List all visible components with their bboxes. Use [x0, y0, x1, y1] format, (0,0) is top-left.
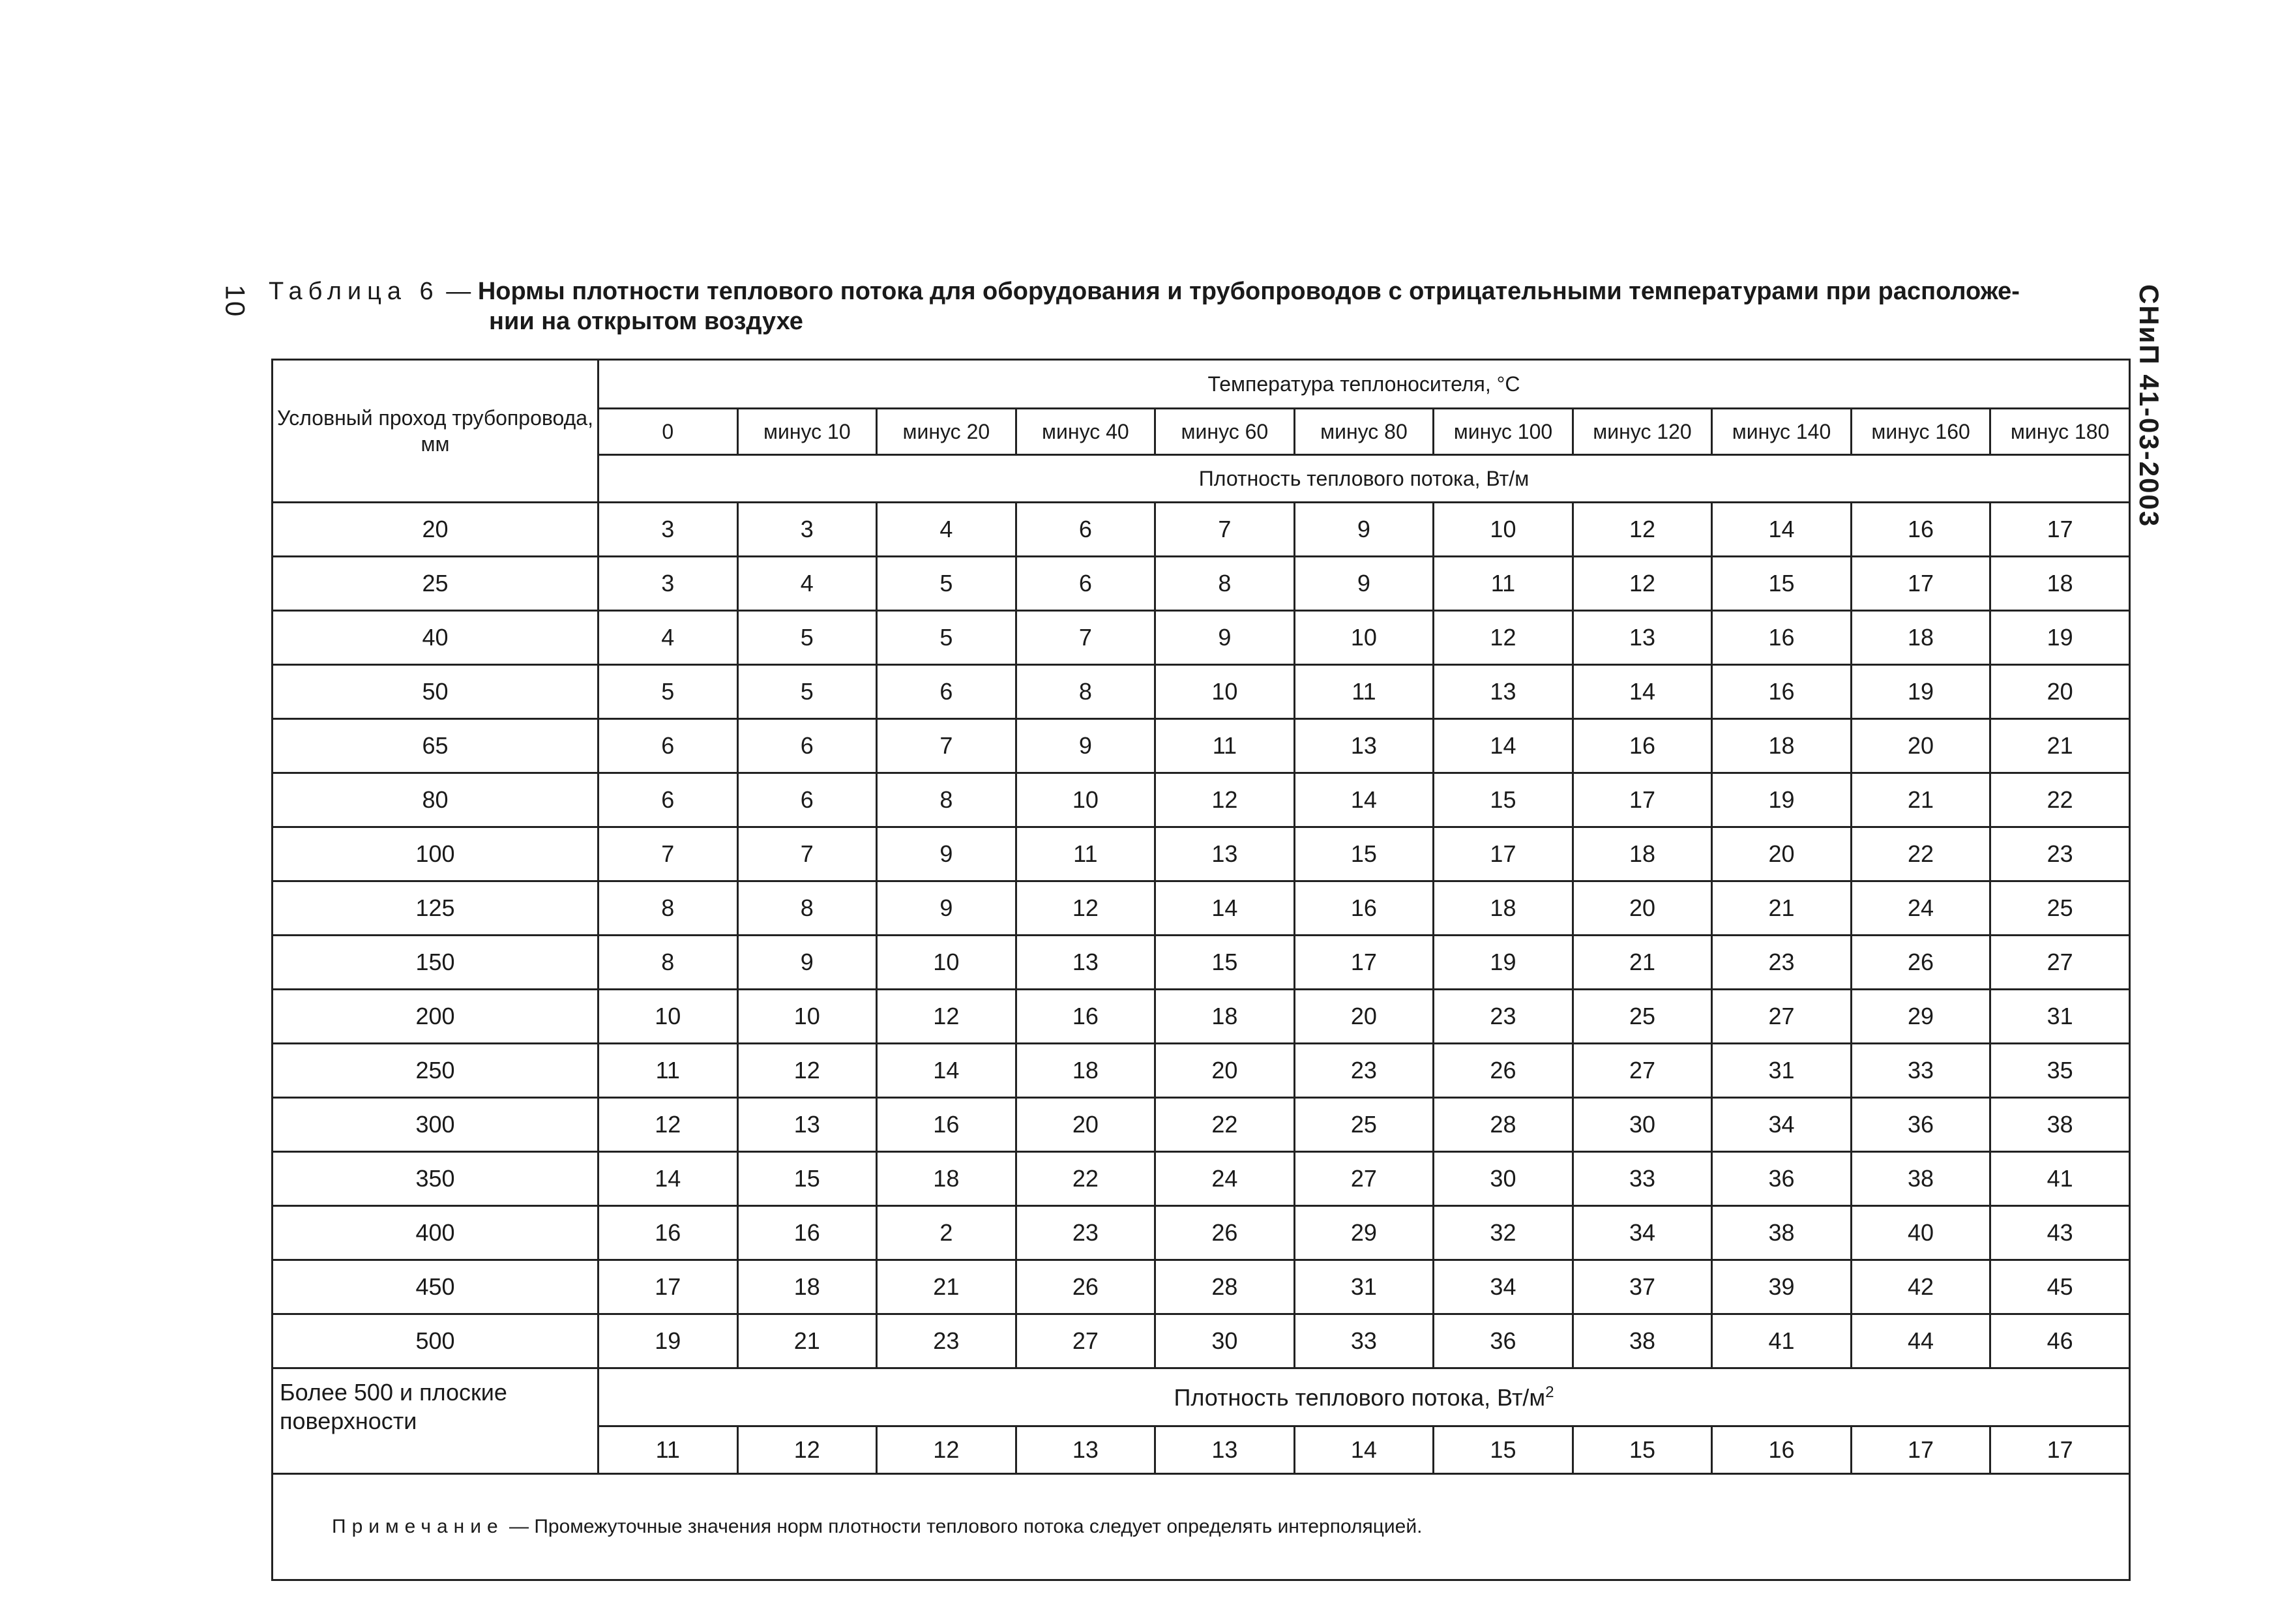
value-cell: 19 — [1851, 665, 1990, 719]
value-cell: 13 — [1573, 611, 1712, 665]
value-cell: 14 — [599, 1152, 738, 1206]
heat-flux-norms-table — [271, 359, 2131, 1581]
value-cell: 23 — [1016, 1206, 1155, 1260]
flat-value-cell: 12 — [877, 1426, 1016, 1474]
value-cell: 11 — [1155, 719, 1295, 773]
note-text: Промежуточные значения норм плотности теплового потока следует определять интерполяцией. — [534, 1516, 1423, 1537]
table-caption — [269, 276, 2133, 336]
value-cell: 25 — [1990, 881, 2130, 936]
value-cell: 30 — [1573, 1098, 1712, 1152]
flat-value-cell: 17 — [1990, 1426, 2130, 1474]
value-cell: 27 — [1016, 1314, 1155, 1368]
value-cell: 13 — [737, 1098, 877, 1152]
flat-density-header — [599, 1368, 2130, 1426]
value-cell: 41 — [1990, 1152, 2130, 1206]
value-cell: 30 — [1434, 1152, 1573, 1206]
value-cell: 27 — [1712, 990, 1852, 1044]
value-cell: 20 — [1016, 1098, 1155, 1152]
diameter-cell: 50 — [273, 665, 599, 719]
value-cell: 21 — [1990, 719, 2130, 773]
value-cell: 12 — [877, 990, 1016, 1044]
value-cell: 12 — [1155, 773, 1295, 827]
value-cell: 41 — [1712, 1314, 1852, 1368]
flat-value-cell: 15 — [1573, 1426, 1712, 1474]
value-cell: 16 — [1573, 719, 1712, 773]
value-cell: 11 — [1016, 827, 1155, 881]
value-cell: 16 — [1016, 990, 1155, 1044]
value-cell: 20 — [1990, 665, 2130, 719]
value-cell: 7 — [877, 719, 1016, 773]
value-cell: 28 — [1434, 1098, 1573, 1152]
value-cell: 17 — [1851, 557, 1990, 611]
value-cell: 26 — [1434, 1044, 1573, 1098]
value-cell: 6 — [737, 773, 877, 827]
diameter-cell: 80 — [273, 773, 599, 827]
value-cell: 40 — [1851, 1206, 1990, 1260]
value-cell: 26 — [1851, 936, 1990, 990]
flat-density-header-text: Плотность теплового потока, Вт/м — [1174, 1383, 1546, 1411]
table-row — [273, 1098, 2130, 1152]
temperature-cell: минус 10 — [737, 409, 877, 455]
value-cell: 9 — [1016, 719, 1155, 773]
table-row — [273, 1314, 2130, 1368]
value-cell: 19 — [599, 1314, 738, 1368]
table-row — [273, 719, 2130, 773]
value-cell: 16 — [877, 1098, 1016, 1152]
value-cell: 27 — [1294, 1152, 1434, 1206]
value-cell: 22 — [1990, 773, 2130, 827]
value-cell: 43 — [1990, 1206, 2130, 1260]
value-cell: 26 — [1155, 1206, 1295, 1260]
value-cell: 6 — [599, 773, 738, 827]
note-dash: — — [503, 1516, 535, 1537]
value-cell: 16 — [1712, 665, 1852, 719]
value-cell: 6 — [1016, 557, 1155, 611]
value-cell: 8 — [599, 881, 738, 936]
value-cell: 18 — [877, 1152, 1016, 1206]
flat-value-cell: 14 — [1294, 1426, 1434, 1474]
table-row — [273, 1152, 2130, 1206]
value-cell: 6 — [599, 719, 738, 773]
value-cell: 11 — [599, 1044, 738, 1098]
value-cell: 12 — [1016, 881, 1155, 936]
value-cell: 7 — [1155, 503, 1295, 557]
value-cell: 13 — [1016, 936, 1155, 990]
table-row — [273, 557, 2130, 611]
value-cell: 10 — [1434, 503, 1573, 557]
value-cell: 10 — [1155, 665, 1295, 719]
flat-surfaces-label: Более 500 и плоские поверхности — [273, 1368, 599, 1474]
value-cell: 3 — [599, 557, 738, 611]
value-cell: 23 — [877, 1314, 1016, 1368]
value-cell: 33 — [1851, 1044, 1990, 1098]
density-header: Плотность теплового потока, Вт/м — [599, 455, 2130, 503]
value-cell: 20 — [1155, 1044, 1295, 1098]
value-cell: 5 — [877, 557, 1016, 611]
value-cell: 14 — [1294, 773, 1434, 827]
value-cell: 8 — [877, 773, 1016, 827]
value-cell: 24 — [1155, 1152, 1295, 1206]
diameter-cell: 65 — [273, 719, 599, 773]
flat-value-cell: 16 — [1712, 1426, 1852, 1474]
table-row — [273, 1206, 2130, 1260]
value-cell: 22 — [1155, 1098, 1295, 1152]
value-cell: 36 — [1851, 1098, 1990, 1152]
flat-value-cell: 12 — [737, 1426, 877, 1474]
value-cell: 13 — [1294, 719, 1434, 773]
diameter-cell: 200 — [273, 990, 599, 1044]
temperature-cell: минус 160 — [1851, 409, 1990, 455]
value-cell: 23 — [1434, 990, 1573, 1044]
value-cell: 10 — [599, 990, 738, 1044]
value-cell: 16 — [1712, 611, 1852, 665]
value-cell: 11 — [1434, 557, 1573, 611]
value-cell: 18 — [1851, 611, 1990, 665]
temperature-cell: минус 40 — [1016, 409, 1155, 455]
value-cell: 5 — [599, 665, 738, 719]
table-row — [273, 611, 2130, 665]
value-cell: 15 — [737, 1152, 877, 1206]
value-cell: 18 — [1155, 990, 1295, 1044]
value-cell: 21 — [1712, 881, 1852, 936]
table-row — [273, 665, 2130, 719]
value-cell: 4 — [737, 557, 877, 611]
temperature-cell: минус 120 — [1573, 409, 1712, 455]
value-cell: 9 — [1294, 557, 1434, 611]
value-cell: 35 — [1990, 1044, 2130, 1098]
value-cell: 6 — [1016, 503, 1155, 557]
stub-header: Условный проход трубопровода, мм — [273, 360, 599, 503]
value-cell: 21 — [1851, 773, 1990, 827]
value-cell: 27 — [1573, 1044, 1712, 1098]
value-cell: 38 — [1990, 1098, 2130, 1152]
value-cell: 28 — [1155, 1260, 1295, 1314]
value-cell: 17 — [599, 1260, 738, 1314]
value-cell: 34 — [1434, 1260, 1573, 1314]
flat-value-cell: 13 — [1016, 1426, 1155, 1474]
table-row — [273, 881, 2130, 936]
value-cell: 8 — [1016, 665, 1155, 719]
value-cell: 15 — [1294, 827, 1434, 881]
temperature-cell: минус 60 — [1155, 409, 1295, 455]
value-cell: 19 — [1712, 773, 1852, 827]
value-cell: 12 — [1573, 503, 1712, 557]
value-cell: 21 — [1573, 936, 1712, 990]
value-cell: 36 — [1434, 1314, 1573, 1368]
value-cell: 3 — [599, 503, 738, 557]
value-cell: 19 — [1990, 611, 2130, 665]
value-cell: 24 — [1851, 881, 1990, 936]
value-cell: 46 — [1990, 1314, 2130, 1368]
value-cell: 21 — [877, 1260, 1016, 1314]
value-cell: 29 — [1294, 1206, 1434, 1260]
value-cell: 29 — [1851, 990, 1990, 1044]
temperature-cell: минус 100 — [1434, 409, 1573, 455]
diameter-cell: 300 — [273, 1098, 599, 1152]
value-cell: 15 — [1434, 773, 1573, 827]
note-label: Примечание — [332, 1516, 504, 1537]
value-cell: 30 — [1155, 1314, 1295, 1368]
value-cell: 14 — [1155, 881, 1295, 936]
value-cell: 38 — [1712, 1206, 1852, 1260]
table-body — [273, 503, 2130, 1368]
diameter-cell: 350 — [273, 1152, 599, 1206]
value-cell: 13 — [1434, 665, 1573, 719]
flat-value-cell: 15 — [1434, 1426, 1573, 1474]
value-cell: 17 — [1990, 503, 2130, 557]
value-cell: 12 — [737, 1044, 877, 1098]
value-cell: 6 — [737, 719, 877, 773]
value-cell: 11 — [1294, 665, 1434, 719]
value-cell: 9 — [877, 881, 1016, 936]
value-cell: 18 — [1712, 719, 1852, 773]
value-cell: 23 — [1712, 936, 1852, 990]
table-row — [273, 936, 2130, 990]
value-cell: 10 — [1016, 773, 1155, 827]
value-cell: 23 — [1990, 827, 2130, 881]
diameter-cell: 500 — [273, 1314, 599, 1368]
value-cell: 3 — [737, 503, 877, 557]
value-cell: 8 — [737, 881, 877, 936]
value-cell: 10 — [1294, 611, 1434, 665]
value-cell: 14 — [1712, 503, 1852, 557]
table-row — [273, 1260, 2130, 1314]
value-cell: 12 — [599, 1098, 738, 1152]
caption-title-line2: нии на открытом воздухе — [489, 308, 803, 335]
value-cell: 10 — [737, 990, 877, 1044]
value-cell: 10 — [877, 936, 1016, 990]
value-cell: 20 — [1294, 990, 1434, 1044]
table-row — [273, 1044, 2130, 1098]
value-cell: 33 — [1294, 1314, 1434, 1368]
temperature-cell: минус 20 — [877, 409, 1016, 455]
value-cell: 5 — [877, 611, 1016, 665]
value-cell: 12 — [1573, 557, 1712, 611]
page-number: 10 — [220, 284, 251, 318]
value-cell: 9 — [877, 827, 1016, 881]
value-cell: 8 — [1155, 557, 1295, 611]
caption-dash: — — [439, 278, 478, 305]
value-cell: 32 — [1434, 1206, 1573, 1260]
value-cell: 9 — [1294, 503, 1434, 557]
value-cell: 4 — [877, 503, 1016, 557]
value-cell: 31 — [1990, 990, 2130, 1044]
value-cell: 22 — [1851, 827, 1990, 881]
value-cell: 2 — [877, 1206, 1016, 1260]
diameter-cell: 125 — [273, 881, 599, 936]
value-cell: 16 — [1294, 881, 1434, 936]
value-cell: 7 — [599, 827, 738, 881]
value-cell: 20 — [1851, 719, 1990, 773]
value-cell: 38 — [1851, 1152, 1990, 1206]
value-cell: 26 — [1016, 1260, 1155, 1314]
value-cell: 25 — [1294, 1098, 1434, 1152]
table-note — [273, 1474, 2130, 1580]
value-cell: 9 — [737, 936, 877, 990]
temperature-cell: 0 — [599, 409, 738, 455]
flat-value-cell: 11 — [599, 1426, 738, 1474]
value-cell: 34 — [1573, 1206, 1712, 1260]
flat-value-cell: 17 — [1851, 1426, 1990, 1474]
value-cell: 9 — [1155, 611, 1295, 665]
value-cell: 18 — [1434, 881, 1573, 936]
value-cell: 45 — [1990, 1260, 2130, 1314]
value-cell: 38 — [1573, 1314, 1712, 1368]
value-cell: 18 — [1573, 827, 1712, 881]
table-row — [273, 827, 2130, 881]
diameter-cell: 100 — [273, 827, 599, 881]
value-cell: 14 — [1434, 719, 1573, 773]
value-cell: 33 — [1573, 1152, 1712, 1206]
value-cell: 36 — [1712, 1152, 1852, 1206]
value-cell: 17 — [1573, 773, 1712, 827]
flat-density-unit-sup: 2 — [1545, 1383, 1554, 1401]
value-cell: 7 — [1016, 611, 1155, 665]
value-cell: 31 — [1294, 1260, 1434, 1314]
value-cell: 4 — [599, 611, 738, 665]
caption-label: Таблица 6 — [269, 278, 439, 305]
temperature-cell: минус 140 — [1712, 409, 1852, 455]
value-cell: 42 — [1851, 1260, 1990, 1314]
value-cell: 13 — [1155, 827, 1295, 881]
value-cell: 5 — [737, 665, 877, 719]
value-cell: 39 — [1712, 1260, 1852, 1314]
temperature-cell: минус 80 — [1294, 409, 1434, 455]
table-row — [273, 503, 2130, 557]
temperature-header: Температура теплоносителя, °С — [599, 360, 2130, 409]
diameter-cell: 20 — [273, 503, 599, 557]
value-cell: 23 — [1294, 1044, 1434, 1098]
value-cell: 16 — [737, 1206, 877, 1260]
value-cell: 7 — [737, 827, 877, 881]
value-cell: 14 — [877, 1044, 1016, 1098]
value-cell: 31 — [1712, 1044, 1852, 1098]
document-code: СНиП 41-03-2003 — [2134, 284, 2165, 528]
value-cell: 22 — [1016, 1152, 1155, 1206]
value-cell: 18 — [1016, 1044, 1155, 1098]
value-cell: 12 — [1434, 611, 1573, 665]
table-row — [273, 990, 2130, 1044]
value-cell: 44 — [1851, 1314, 1990, 1368]
table-row — [273, 773, 2130, 827]
value-cell: 19 — [1434, 936, 1573, 990]
value-cell: 14 — [1573, 665, 1712, 719]
value-cell: 5 — [737, 611, 877, 665]
diameter-cell: 400 — [273, 1206, 599, 1260]
value-cell: 27 — [1990, 936, 2130, 990]
value-cell: 34 — [1712, 1098, 1852, 1152]
caption-title-line1: Нормы плотности теплового потока для оборудования и трубопроводов с отрицательными температурами при расположе- — [477, 278, 2020, 305]
diameter-cell: 40 — [273, 611, 599, 665]
diameter-cell: 250 — [273, 1044, 599, 1098]
value-cell: 17 — [1434, 827, 1573, 881]
value-cell: 18 — [1990, 557, 2130, 611]
diameter-cell: 150 — [273, 936, 599, 990]
value-cell: 37 — [1573, 1260, 1712, 1314]
value-cell: 17 — [1294, 936, 1434, 990]
diameter-cell: 450 — [273, 1260, 599, 1314]
value-cell: 15 — [1712, 557, 1852, 611]
flat-value-cell: 13 — [1155, 1426, 1295, 1474]
value-cell: 20 — [1573, 881, 1712, 936]
value-cell: 18 — [737, 1260, 877, 1314]
value-cell: 8 — [599, 936, 738, 990]
value-cell: 20 — [1712, 827, 1852, 881]
value-cell: 21 — [737, 1314, 877, 1368]
value-cell: 16 — [599, 1206, 738, 1260]
value-cell: 16 — [1851, 503, 1990, 557]
diameter-cell: 25 — [273, 557, 599, 611]
temperature-cell: минус 180 — [1990, 409, 2130, 455]
value-cell: 15 — [1155, 936, 1295, 990]
value-cell: 25 — [1573, 990, 1712, 1044]
value-cell: 6 — [877, 665, 1016, 719]
